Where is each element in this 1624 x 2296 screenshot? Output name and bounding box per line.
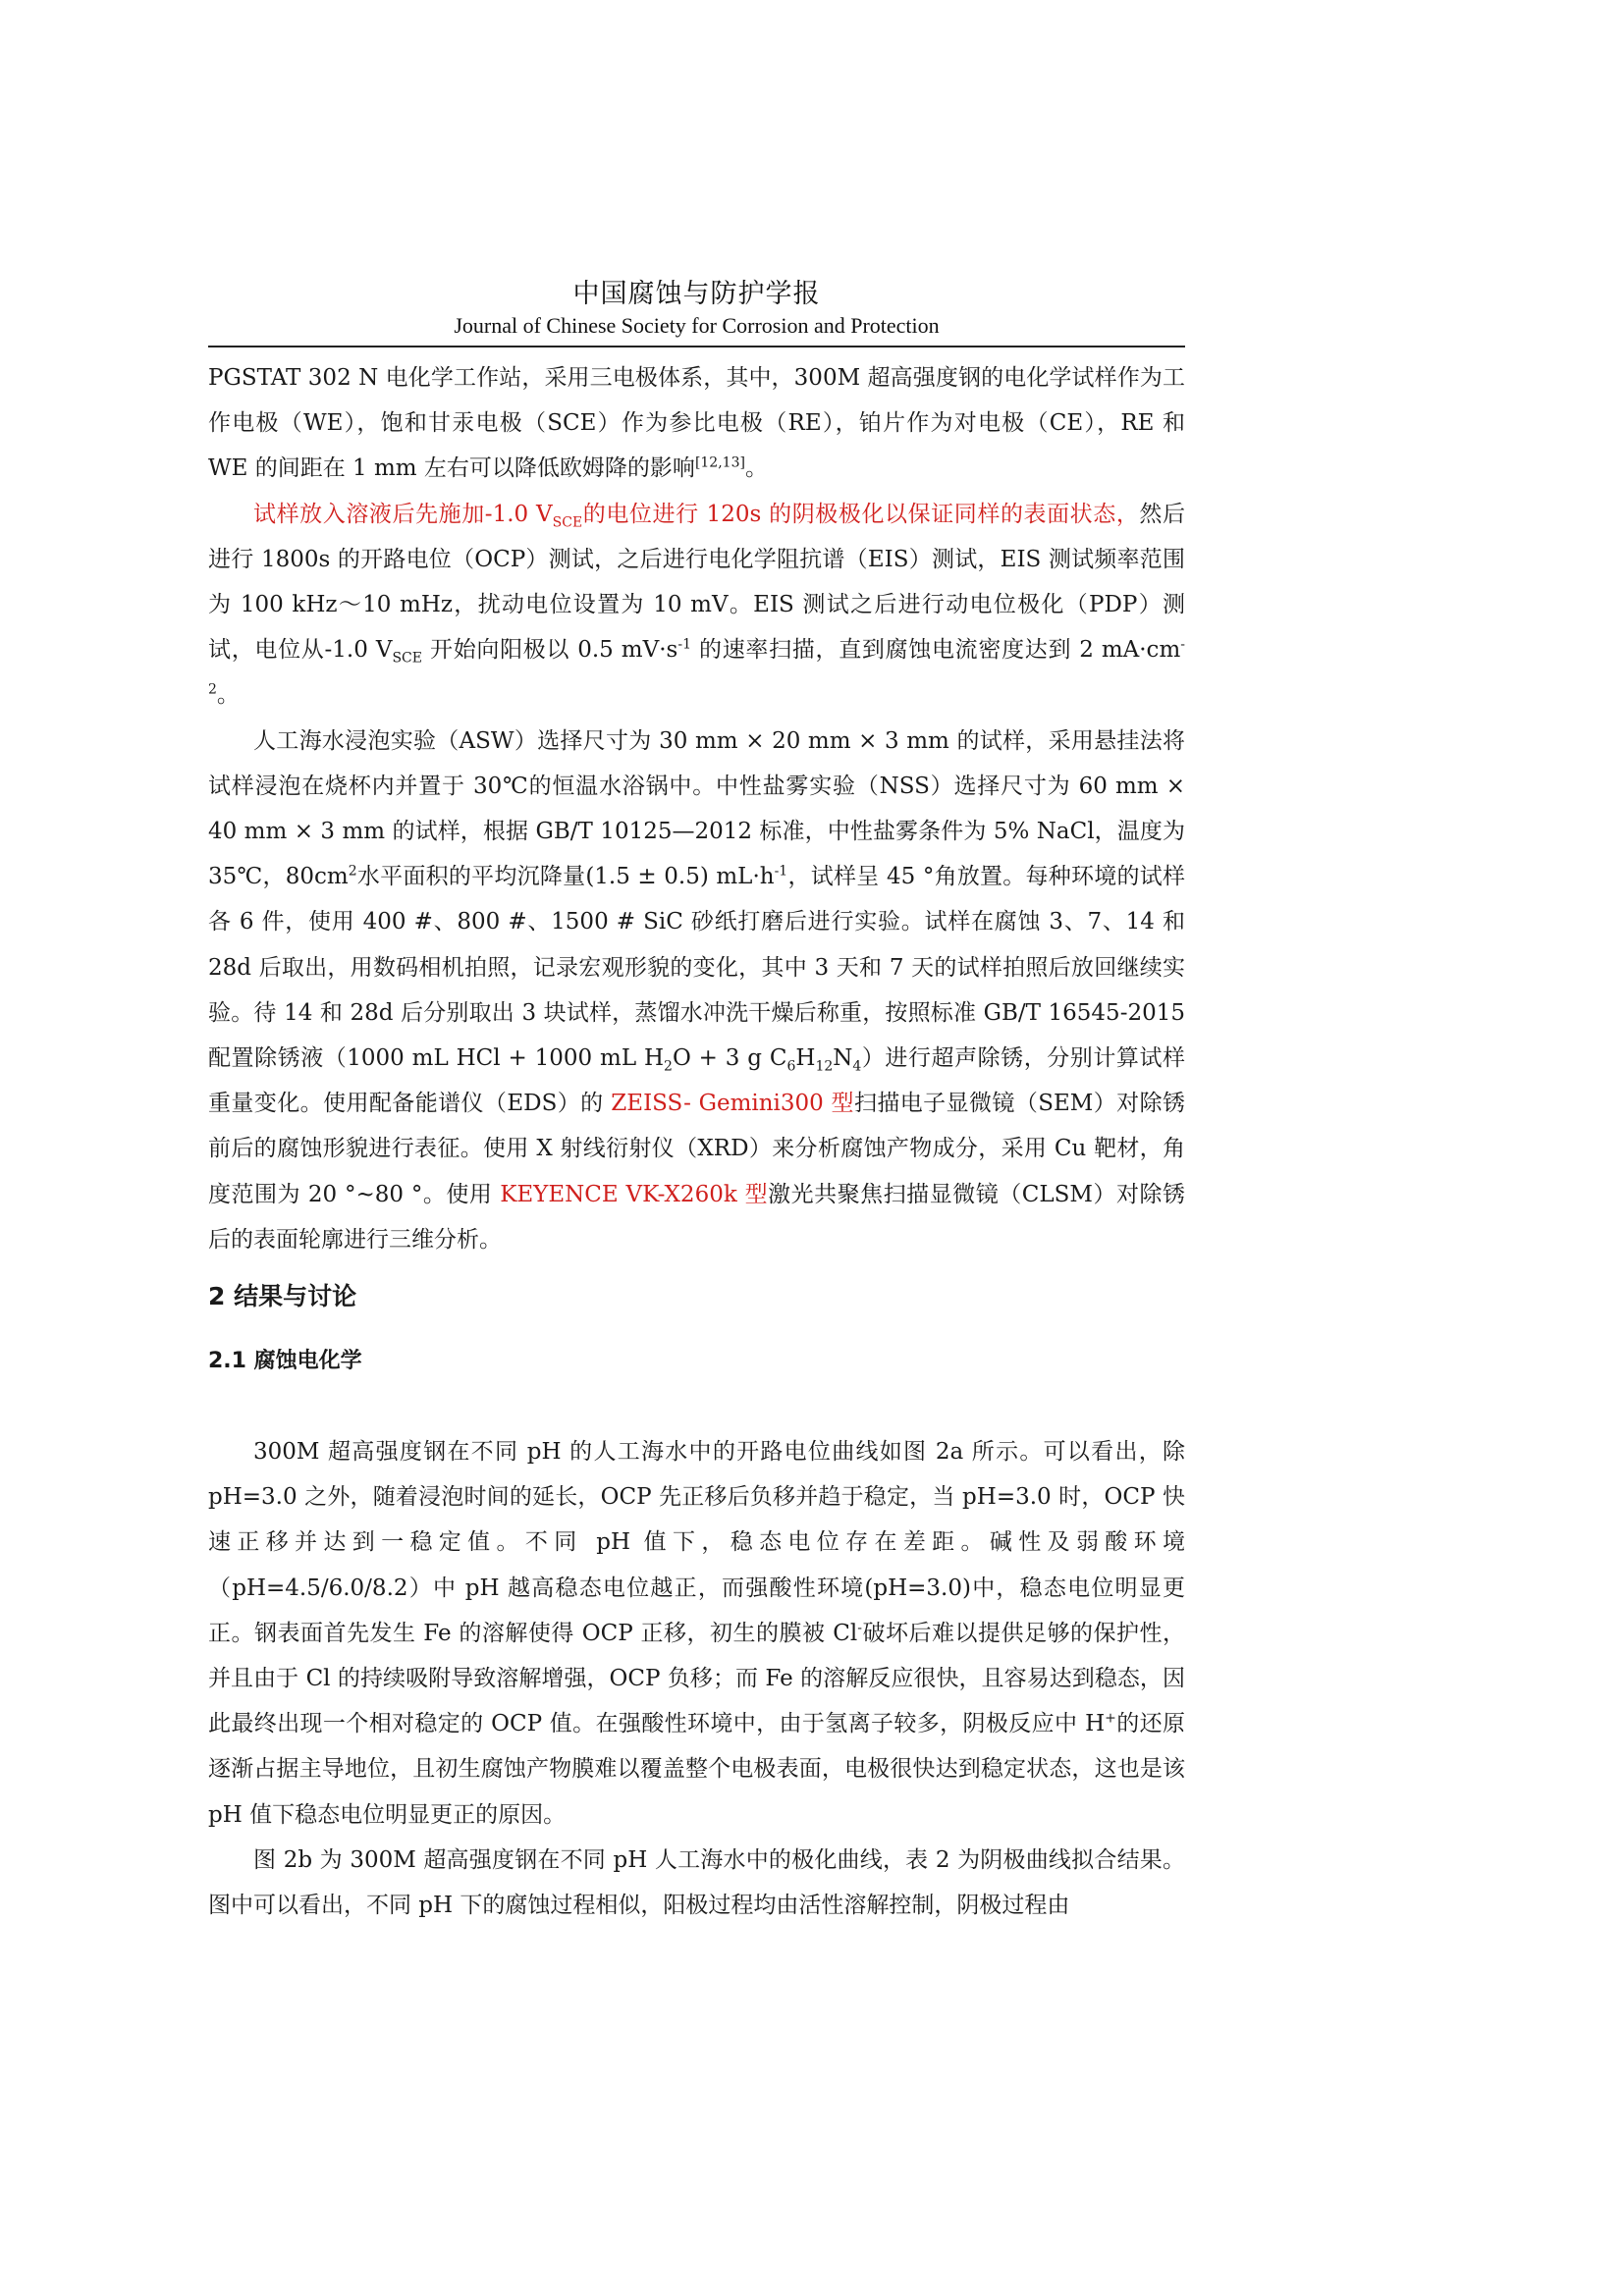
- highlighted-text: KEYENCE VK-X260k 型: [500, 1181, 769, 1207]
- paragraph-electrochemical-setup: PGSTAT 302 N 电化学工作站，采用三电极体系，其中，300M 超高强度钢的电化学试样作为工作电极（WE），饱和甘汞电极（SCE）作为参比电极（RE），铂片作为对电极（CE），RE 和 WE 的间距在 1 mm 左右可以降低欧姆降的影响[12,13]。: [208, 365, 1185, 482]
- paragraph-polarization-results: 图 2b 为 300M 超高强度钢在不同 pH 人工海水中的极化曲线，表 2 为阴极曲线拟合结果。图中可以看出，不同 pH 下的腐蚀过程相似，阳极过程均由活性溶解控制，阴极过程由: [208, 1846, 1185, 1919]
- paragraph-test-procedure: 试样放入溶液后先施加-1.0 $V_{SCE}$的电位进行 120s 的阴极极化以保证同样的表面状态，然后进行 1800s 的开路电位（OCP）测试，之后进行电化学阻抗谱（EIS）测试，EIS 测试频率范围为 100 kHz～10 mHz，扰动电位设置为 10 mV。EIS 测试之后进行动电位极化（PDP）测试，电位从-1.0 $V_{SCE}$ 开始向阳极以 0.5 $mV\cdot s^{-1}$ 的速率扫描，直到腐蚀电流密度达到 2 $mA\cdot cm^{-2}$。: [208, 501, 1186, 709]
- page-header: [208, 277, 1185, 340]
- paragraph-exposure-tests: 人工海水浸泡实验（ASW）选择尺寸为 30 mm × 20 mm × 3 mm 的试样，采用悬挂法将试样浸泡在烧杯内并置于 30℃的恒温水浴锅中。中性盐雾实验（NSS）选择尺寸为 60 mm × 40 mm × 3 mm 的试样，根据 GB/T 10125—2012 标准，中性盐雾条件为 5% NaCl，温度为 35℃，$80cm^2$水平面积的平均沉降量(1.5 ± 0.5) $mL\cdot h^{-1}$，试样呈 45 °角放置。每种环境的试样各 6 件，使用 400 #、800 #、1500 # SiC 砂纸打磨后进行实验。试样在腐蚀 3、7、14 和 28d 后取出，用数码相机拍照，记录宏观形貌的变化，其中 3 天和 7 天的试样拍照后放回继续实验。待 14 和 28d 后分别取出 3 块试样，蒸馏水冲洗干燥后称重，按照标准 GB/T 16545-2015 配置除锈液（1000 mL HCl + 1000 mL $H_2O + 3$ g $C_6H_{12}N_4$）进行超声除锈，分别计算试样重量变化。使用配备能谱仪（EDS）的 ZEISS- Gemini300 型扫描电子显微镜（SEM）对除锈前后的腐蚀形貌进行表征。使用 X 射线衍射仪（XRD）来分析腐蚀产物成分，采用 Cu 靶材，角度范围为 20 °~80 °。使用 KEYENCE VK-X260k 型激光共聚焦扫描显微镜（CLSM）对除锈后的表面轮廓进行三维分析。: [208, 727, 1186, 1253]
- section-heading: 2 结果与讨论: [208, 1282, 357, 1311]
- header-divider: [208, 346, 1185, 347]
- highlighted-text: ZEISS- Gemini300 型: [611, 1091, 854, 1117]
- citation-ref: [12,13]: [694, 454, 745, 471]
- paragraph-ocp-results: 300M 超高强度钢在不同 pH 的人工海水中的开路电位曲线如图 2a 所示。可以看出，除 pH=3.0 之外，随着浸泡时间的延长，OCP 先正移后负移并趋于稳定，当 pH=3.0 时，OCP 快速正移并达到一稳定值。不同 pH 值下，稳态电位存在差距。碱性及弱酸环境（pH=4.5/6.0/8.2）中 pH 越高稳态电位越正，而强酸性环境(pH=3.0)中，稳态电位明显更正。钢表面首先发生 Fe 的溶解使得 OCP 正移，初生的膜被 Cl-破坏后难以提供足够的保护性，并且由于 Cl 的持续吸附导致溶解增强，OCP 负移；而 Fe 的溶解反应很快，且容易达到稳态，因此最终出现一个相对稳定的 OCP 值。在强酸性环境中，由于氢离子较多，阴极反应中 H+的还原逐渐占据主导地位，且初生腐蚀产物膜难以覆盖整个电极表面，电极很快达到稳定状态，这也是该 pH 值下稳态电位明显更正的原因。: [208, 1439, 1186, 1828]
- subsection-heading: 2.1 腐蚀电化学: [208, 1349, 362, 1374]
- journal-title-en: Journal of Chinese Society for Corrosion and Protection: [454, 313, 940, 338]
- highlighted-text: 试样放入溶液后先施加-1.0 V: [253, 501, 553, 527]
- journal-title-cn: 中国腐蚀与防护学报: [572, 279, 821, 309]
- article-body: [208, 355, 1185, 1928]
